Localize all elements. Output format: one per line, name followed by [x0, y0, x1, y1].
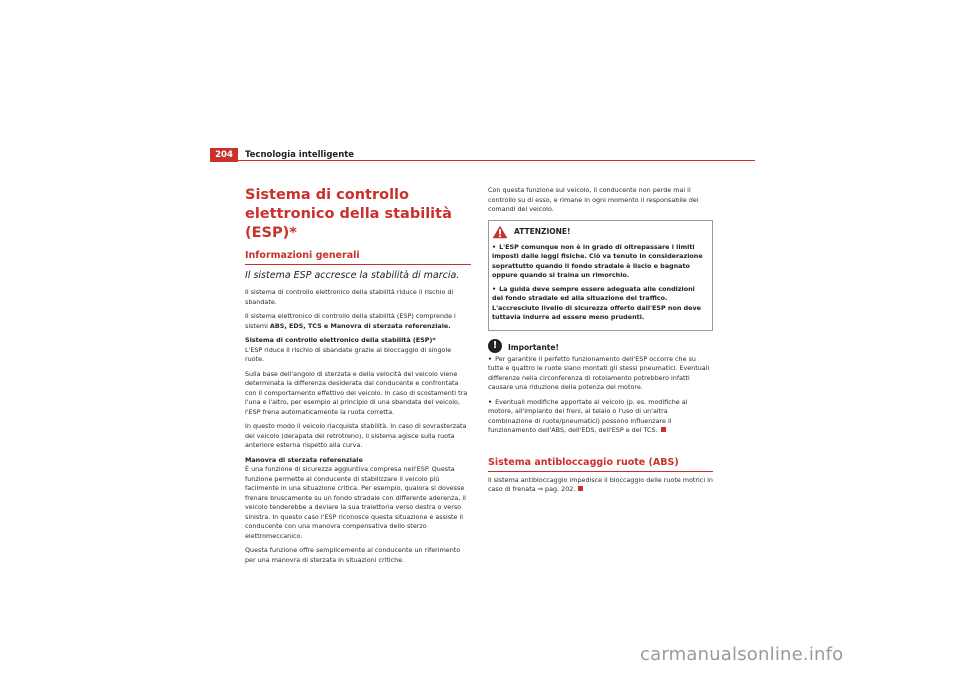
important-header	[488, 339, 713, 353]
running-head: Tecnologia intelligente	[245, 150, 355, 160]
section-divider	[245, 264, 471, 265]
bullet-icon: •	[492, 242, 497, 251]
warning-box	[488, 220, 713, 331]
warning-header	[492, 224, 708, 240]
warning-item: • La guida deve sempre essere adeguata alle condizioni del fondo stradale ed alla situazione del traffico. L'accresciuto livello di sicurezza offerto dall'ESP non deve tuttavia indurre ad essere meno prudenti.	[492, 284, 702, 321]
paragraph: Il sistema di controllo elettronico della stabilità riduce il rischio di sbandate.	[245, 288, 454, 306]
section-divider	[488, 471, 713, 472]
page-number: 204	[210, 148, 238, 162]
right-column	[488, 186, 713, 500]
watermark: carmanualsonline.info	[640, 644, 844, 665]
abs-section-title: Sistema antibloccaggio ruote (ABS)	[488, 456, 679, 468]
bullet-icon: •	[488, 397, 493, 406]
paragraph: È una funzione di sicurezza aggiuntiva compresa nell'ESP. Questa funzione permette al conducente di stabilizzare il veicolo più facilmente in una situazione critica. Per esempio, qualora si dovesse frenare bruscamente su un fondo stradale con differente aderenza, il veicolo tenderebbe a deviare la sua traiettoria verso destra o verso sinistra. In questo caso l'ESP riconosce questa situazione e assiste il conducente con una manovra compensativa dello sterzo elettromeccanico.	[245, 465, 466, 540]
end-marker-icon	[578, 486, 583, 491]
warning-triangle-icon	[492, 225, 508, 239]
section-subtitle: Il sistema ESP accresce la stabilità di marcia.	[245, 270, 460, 281]
important-item: • Eventuali modifiche apportate al veicolo (p. es. modifiche al motore, all'impianto dei freni, al telaio o l'uso di un'altra combinazione di ruote/pneumatici) possono influenzare il funzionamento dell'ABS, dell'EDS, dell'ESP e del TCS.	[488, 397, 688, 434]
important-title: Importante!	[508, 342, 559, 352]
exclamation-circle-icon: !	[488, 339, 502, 353]
header-divider	[210, 160, 755, 161]
section-title: Informazioni generali	[245, 250, 360, 261]
paragraph: In questo modo il veicolo riacquista stabilità. In caso di sovrasterzata del veicolo (derapata del retrotreno), il sistema agisce sulla ruota anteriore esterna rispetto alla curva.	[245, 422, 467, 449]
bold-systems: ABS, EDS, TCS e Manovra di sterzata referenziale.	[269, 321, 451, 330]
important-item: • Per garantire il perfetto funzionamento dell'ESP occorre che su tutte e quattro le ruote siano montati gli stessi pneumatici. Eventuali differenze nella circonferenza di rotolamento potrebbero infatti causare una riduzione della potenza del motore.	[488, 354, 710, 391]
paragraph: Questa funzione offre semplicemente al conducente un riferimento per una manovra di sterzata in situazioni critiche.	[245, 546, 461, 564]
paragraph: Con questa funzione sul veicolo, il conducente non perde mai il controllo su di esso, e rimane in ogni momento il responsabile dei comandi del veicolo.	[488, 186, 699, 213]
paragraph: Il sistema elettronico di controllo della stabilità (ESP) comprende i sistemi ABS, EDS, TCS e Manovra di sterzata referenziale.	[245, 312, 456, 330]
paragraph: L'ESP riduce il rischio di sbandate grazie al bloccaggio di singole ruote.	[245, 345, 452, 363]
bullet-icon: •	[488, 354, 493, 363]
page-title: Sistema di controllo elettronico della stabilità (ESP)*	[245, 187, 452, 241]
left-column	[245, 186, 471, 570]
paragraph: Il sistema antibloccaggio impedisce il bloccaggio delle ruote motrici in caso di frenata ⇒ pag. 202.	[488, 475, 713, 493]
warning-title: ATTENZIONE!	[514, 227, 571, 236]
bullet-icon: •	[492, 284, 497, 293]
end-marker-icon	[661, 427, 666, 432]
subheading: Sistema di controllo elettronico della stabilità (ESP)*	[245, 336, 436, 344]
warning-item: • L'ESP comunque non è in grado di oltrepassare i limiti imposti dalle leggi fisiche. Ciò va tenuto in considerazione soprattutto quando il fondo stradale è liscio e bagnato oppure quando si traina un rimorchio.	[492, 242, 703, 279]
subheading: Manovra di sterzata referenziale	[245, 455, 363, 464]
paragraph: Sulla base dell'angolo di sterzata e della velocità del veicolo viene determinata la differenza desiderata dal conducente e confrontata con il comportamento effettivo del veicolo. In caso di scostamenti tra l'una e l'altro, per esempio al principio di una sbandata del veicolo, l'ESP frena automaticamente la ruota corretta.	[245, 369, 468, 416]
